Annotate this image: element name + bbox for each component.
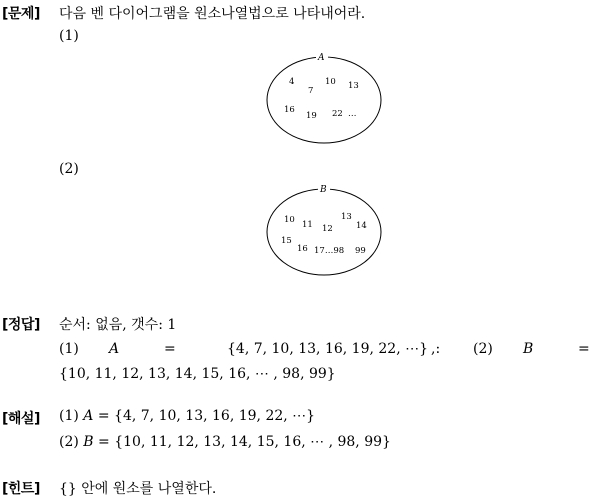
venn-a-element: 13 <box>348 81 359 91</box>
answer-meta: 순서: 없음, 갯수: 1 <box>59 317 177 333</box>
venn-b-set-label: B <box>320 185 327 195</box>
venn-b-element: 99 <box>355 246 366 256</box>
venn-b-element: 17…98 <box>314 246 345 256</box>
explanation-line1-set: A <box>83 408 94 424</box>
venn-b-element: 13 <box>341 212 352 222</box>
venn-a-element: 22 <box>332 109 343 119</box>
answer-tag: [정답] <box>2 317 40 333</box>
venn-b-element: 15 <box>281 236 292 246</box>
venn-b-element: 14 <box>356 221 367 231</box>
venn-diagram-a <box>262 48 388 148</box>
explanation-line2 <box>59 434 391 450</box>
explanation-line1-number: (1) <box>59 408 79 424</box>
venn-b-element: 12 <box>322 224 333 234</box>
answer-part1-eq: = <box>164 341 176 357</box>
venn-a-element: 4 <box>289 77 295 87</box>
venn-a-element: 16 <box>284 105 295 115</box>
part2-number: (2) <box>59 161 79 177</box>
answer-part1-set: A <box>109 341 120 357</box>
part1-number: (1) <box>59 28 79 44</box>
answer-part2-eq: = <box>578 341 590 357</box>
venn-a-element: 7 <box>308 86 314 96</box>
explanation-line2-value: = {10, 11, 12, 13, 14, 15, 16, ⋯ , 98, 99} <box>98 434 391 450</box>
hint-tag: [힌트] <box>2 481 40 497</box>
explanation-tag: [해설] <box>2 411 40 427</box>
venn-b-element: 16 <box>297 244 308 254</box>
problem-text: 다음 벤 다이어그램을 원소나열법으로 나타내어라. <box>59 6 366 22</box>
explanation-line1-value: = {4, 7, 10, 13, 16, 19, 22, ⋯} <box>97 408 316 424</box>
answer-part1-value: {4, 7, 10, 13, 16, 19, 22, ⋯} <box>227 341 429 357</box>
hint-text: {} 안에 원소를 나열한다. <box>59 481 217 497</box>
explanation-line2-number: (2) <box>59 434 79 450</box>
answer-part2-number: (2) <box>473 341 493 357</box>
venn-a-element: … <box>348 109 357 119</box>
venn-a-element: 19 <box>306 111 317 121</box>
answer-separator: ,: <box>431 341 441 357</box>
answer-part2-set: B <box>523 341 534 357</box>
venn-b-element: 10 <box>284 215 295 225</box>
answer-part1-number: (1) <box>59 341 79 357</box>
explanation-line2-set: B <box>83 434 94 450</box>
venn-diagram-b <box>262 180 388 280</box>
explanation-line1 <box>59 408 315 424</box>
answer-part2-value: {10, 11, 12, 13, 14, 15, 16, ⋯ , 98, 99} <box>59 366 336 382</box>
venn-b-element: 11 <box>302 220 313 230</box>
venn-a-element: 10 <box>325 77 336 87</box>
problem-tag: [문제] <box>2 6 40 22</box>
venn-a-set-label: A <box>318 53 325 63</box>
